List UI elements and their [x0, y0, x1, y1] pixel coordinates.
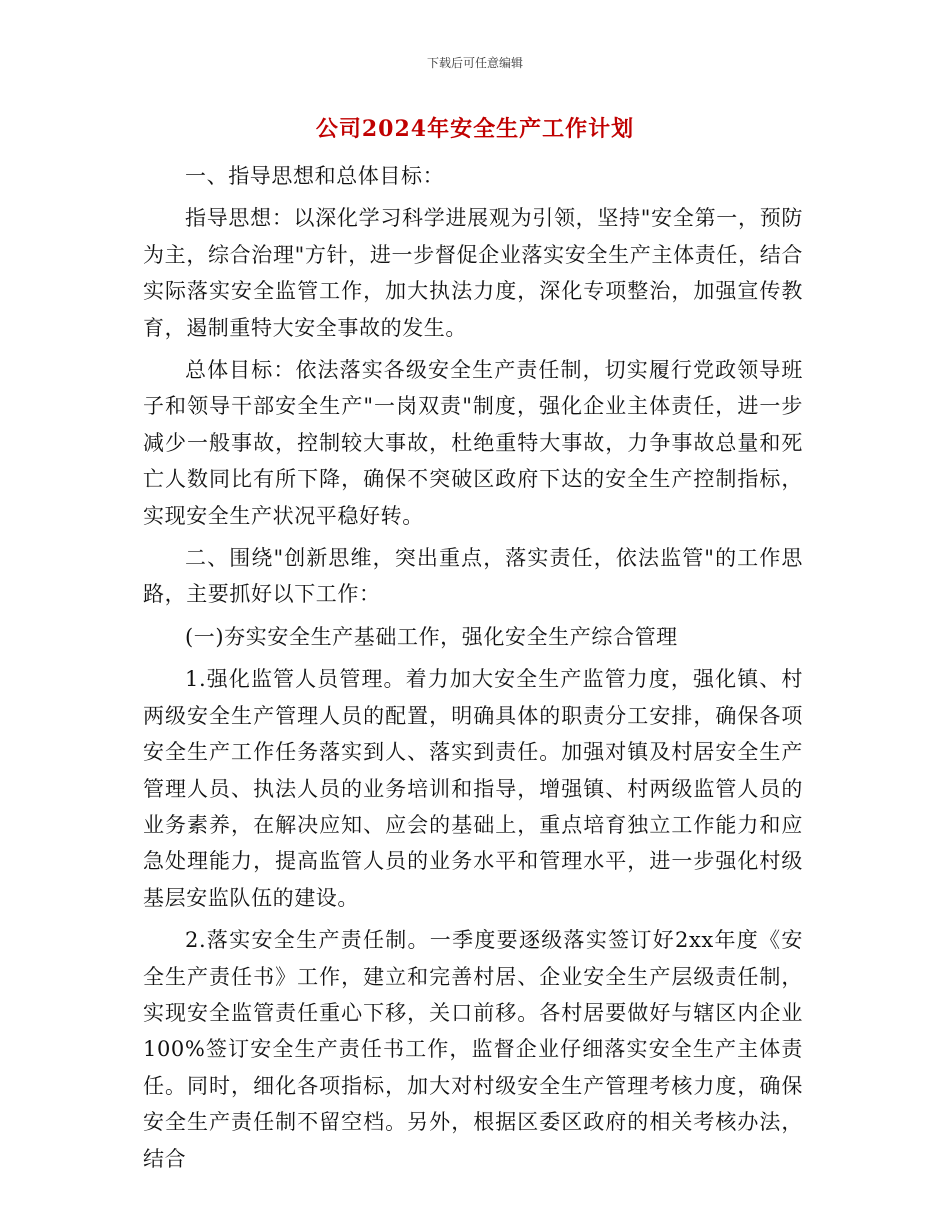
- section-heading-2: 二、围绕"创新思维，突出重点，落实责任，依法监管"的工作思路，主要抓好以下工作：: [143, 546, 803, 607]
- paragraph-guiding-ideology: 指导思想：以深化学习科学进展观为引领，坚持"安全第一，预防为主，综合治理"方针，进一步督促企业落实安全生产主体责任，结合实际落实安全监管工作，加大执法力度，深化专项整治，加强宣传教育，遏制重特大安全事故的发生。: [143, 206, 803, 340]
- page-header: 下载后可任意编辑: [426, 56, 523, 70]
- paragraph-overall-goal: 总体目标：依法落实各级安全生产责任制，切实履行党政领导班子和领导干部安全生产"一岗双责"制度，强化企业主体责任，进一步减少一般事故，控制较大事故，杜绝重特大事故，力争事故总量和死亡人数同比有所下降，确保不突破区政府下达的安全生产控制指标，实现安全生产状况平稳好转。: [143, 358, 803, 528]
- document-body: [143, 158, 803, 1177]
- paragraph-item-2: 2.落实安全生产责任制。一季度要逐级落实签订好2xx年度《安全生产责任书》工作，建立和完善村居、企业安全生产层级责任制，实现安全监管责任重心下移，关口前移。各村居要做好与辖区内企业100%签订安全生产责任书工作，监督企业仔细落实安全生产主体责任。同时，细化各项指标，加大对村级安全生产管理考核力度，确保安全生产责任制不留空档。另外，根据区委区政府的相关考核办法，结合: [143, 928, 803, 1171]
- section-heading-1: 一、指导思想和总体目标：: [185, 164, 445, 188]
- subsection-heading-1: (一)夯实安全生产基础工作，强化安全生产综合管理: [185, 624, 678, 649]
- paragraph-item-1: 1.强化监管人员管理。着力加大安全生产监管力度，强化镇、村两级安全生产管理人员的配置，明确具体的职责分工安排，确保各项安全生产工作任务落实到人、落实到责任。加强对镇及村居安全生产管理人员、执法人员的业务培训和指导，增强镇、村两级监管人员的业务素养，在解决应知、应会的基础上，重点培育独立工作能力和应急处理能力，提高监管人员的业务水平和管理水平，进一步强化村级基层安监队伍的建设。: [143, 667, 803, 910]
- document-title: 公司2024年安全生产工作计划: [315, 116, 635, 142]
